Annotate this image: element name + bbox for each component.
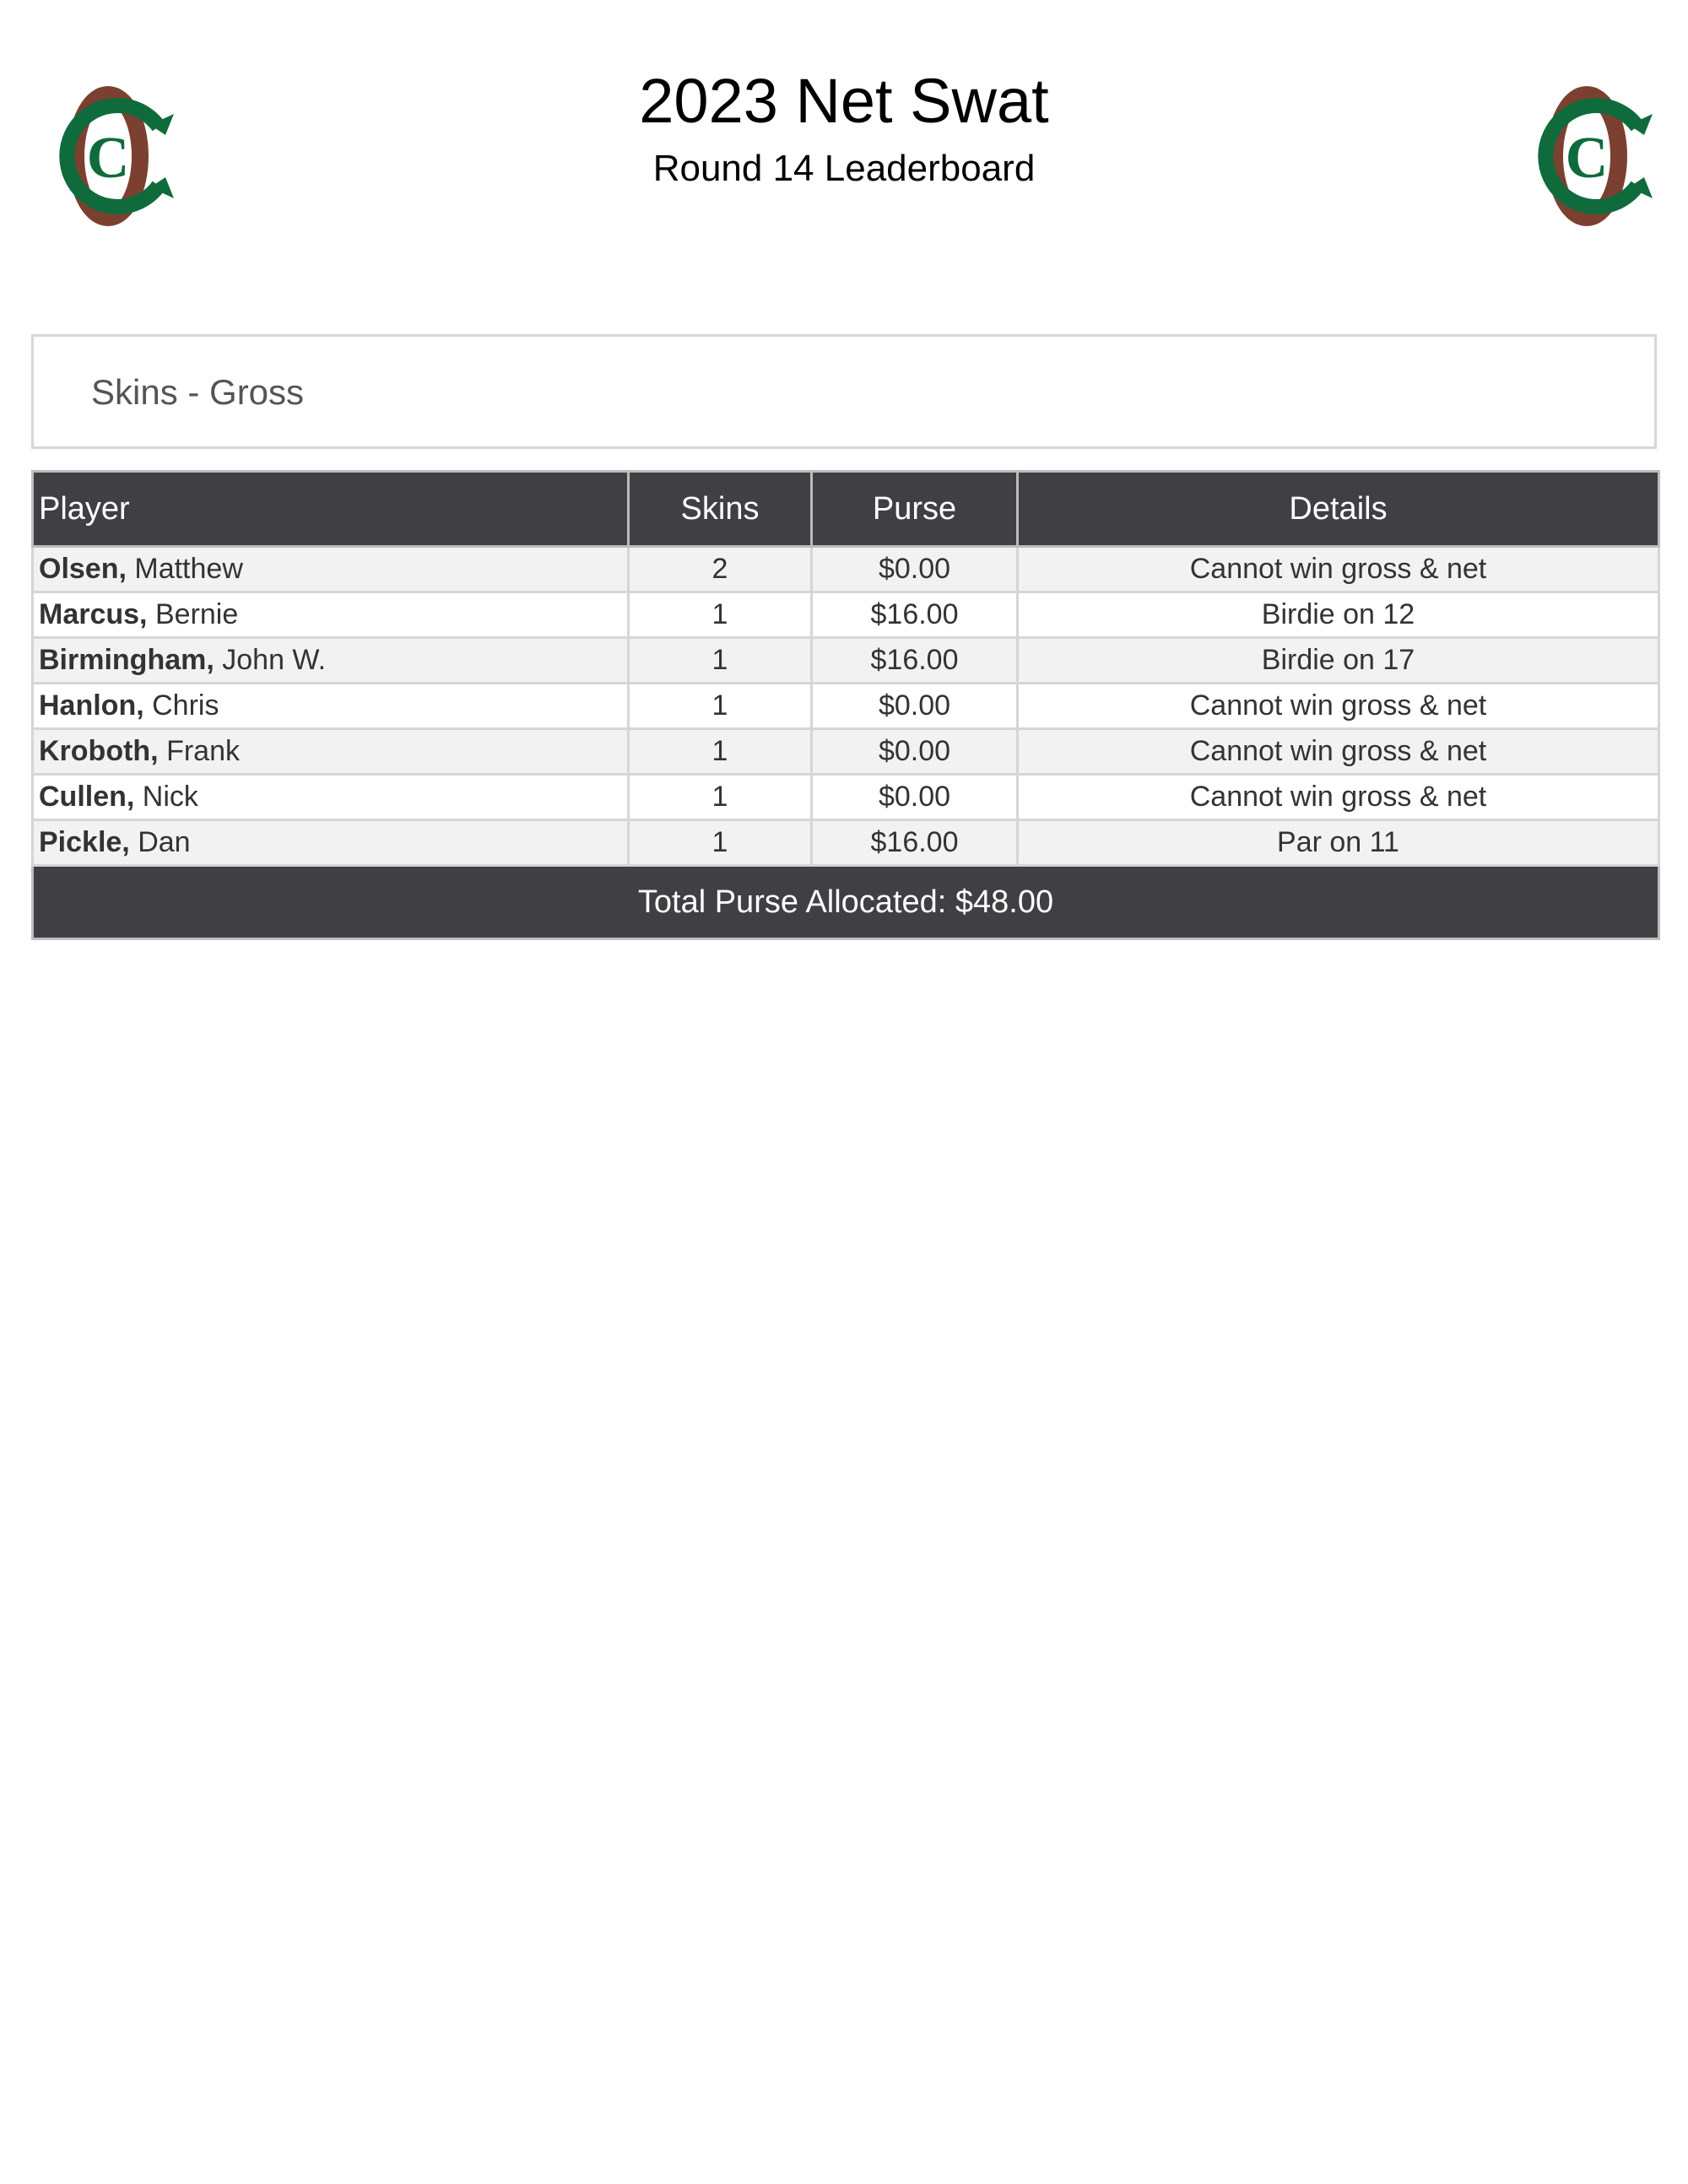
player-cell <box>33 592 629 638</box>
purse-cell: $0.00 <box>812 684 1018 729</box>
details-cell: Cannot win gross & net <box>1018 684 1659 729</box>
svg-text:C: C <box>86 126 130 191</box>
player-first-name: Dan <box>129 826 191 858</box>
player-cell <box>33 820 629 866</box>
player-last-name: Kroboth, <box>39 735 159 767</box>
details-cell: Cannot win gross & net <box>1018 547 1659 592</box>
table-row <box>33 592 1659 638</box>
section-header <box>31 334 1657 449</box>
table-row <box>33 684 1659 729</box>
total-purse: Total Purse Allocated: $48.00 <box>33 866 1659 939</box>
skins-cell: 1 <box>629 684 812 729</box>
skins-cell: 1 <box>629 775 812 820</box>
table-row <box>33 820 1659 866</box>
details-cell: Birdie on 12 <box>1018 592 1659 638</box>
skins-cell: 1 <box>629 729 812 775</box>
player-first-name: John W. <box>214 644 327 676</box>
table-total-row <box>33 866 1659 939</box>
table-row <box>33 729 1659 775</box>
player-last-name: Cullen, <box>39 781 135 813</box>
player-cell <box>33 775 629 820</box>
details-cell: Cannot win gross & net <box>1018 729 1659 775</box>
purse-cell: $0.00 <box>812 547 1018 592</box>
player-last-name: Birmingham, <box>39 644 214 676</box>
table-row <box>33 547 1659 592</box>
player-first-name: Chris <box>143 689 219 722</box>
purse-cell: $16.00 <box>812 592 1018 638</box>
player-cell <box>33 547 629 592</box>
column-header-purse: Purse <box>812 472 1018 547</box>
column-header-player: Player <box>33 472 629 547</box>
leaderboard-table <box>31 470 1660 940</box>
player-cell <box>33 729 629 775</box>
details-cell: Par on 11 <box>1018 820 1659 866</box>
skins-cell: 1 <box>629 592 812 638</box>
column-header-skins: Skins <box>629 472 812 547</box>
purse-cell: $16.00 <box>812 820 1018 866</box>
skins-cell: 1 <box>629 820 812 866</box>
page-subtitle: Round 14 Leaderboard <box>652 148 1036 189</box>
details-cell: Cannot win gross & net <box>1018 775 1659 820</box>
purse-cell: $0.00 <box>812 775 1018 820</box>
player-last-name: Pickle, <box>39 826 130 858</box>
details-cell: Birdie on 17 <box>1018 638 1659 684</box>
table-row <box>33 638 1659 684</box>
skins-cell: 1 <box>629 638 812 684</box>
player-first-name: Nick <box>134 781 198 813</box>
player-cell <box>33 638 629 684</box>
svg-text:C: C <box>1565 126 1609 191</box>
purse-cell: $0.00 <box>812 729 1018 775</box>
table-row <box>33 775 1659 820</box>
page-title: 2023 Net Swat <box>639 66 1049 136</box>
table-header-row <box>33 472 1659 547</box>
player-first-name: Matthew <box>126 553 243 585</box>
purse-cell: $16.00 <box>812 638 1018 684</box>
column-header-details: Details <box>1018 472 1659 547</box>
player-last-name: Olsen, <box>39 553 127 585</box>
player-first-name: Bernie <box>147 598 239 630</box>
player-cell <box>33 684 629 729</box>
player-last-name: Hanlon, <box>39 689 144 722</box>
player-last-name: Marcus, <box>39 598 148 630</box>
skins-cell: 2 <box>629 547 812 592</box>
player-first-name: Frank <box>158 735 240 767</box>
section-title: Skins - Gross <box>91 372 305 412</box>
